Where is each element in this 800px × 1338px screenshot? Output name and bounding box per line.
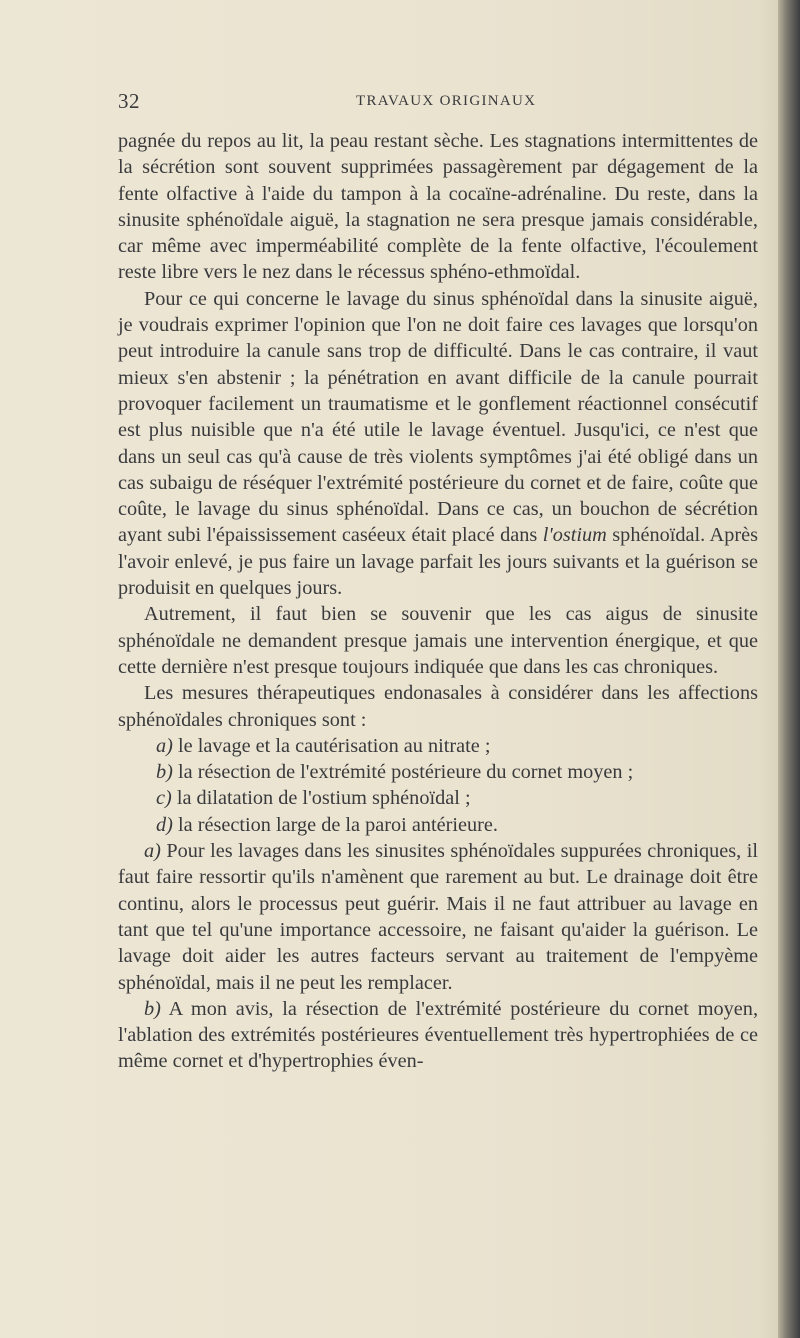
page-header [118,89,758,113]
page-number: 32 [118,89,140,113]
list-item-a [118,733,758,759]
list-item-d [118,812,758,838]
paragraph-b-resection [118,996,758,1075]
list-item-d-text: la résection large de la paroi antérieure. [177,813,498,836]
label-d: d) [156,813,173,836]
list-item-b [118,759,758,785]
list-item-a-text: le lavage et la cautérisation au nitrate ; [177,734,491,757]
ostium-italic: l'ostium [542,524,607,547]
list-item-c [118,785,758,811]
list-item-c-text: la dilatation de l'ostium sphénoïdal ; [176,787,471,810]
paragraph-2 [118,286,758,602]
label-b-2: b) [144,997,161,1020]
paragraph-b-text: A mon avis, la résection de l'extrémité postérieure du cornet moyen, l'ablation des extrémités postérieures éventuellement très hypertrophiées de ce même cornet et d'hypertrophies éven- [118,997,759,1073]
paragraph-2-continued: sphénoïdal. Après l'avoir enlevé, je pus faire un lavage parfait les jours suivants et la guérison se produisit en quelques jours. [118,524,758,600]
paragraph-4: Les mesures thérapeutiques endonasales à considérer dans les affections sphénoïdales chroniques sont : [118,682,758,731]
page-edge-shadow [778,0,800,1338]
list-item-b-text: la résection de l'extrémité postérieure du cornet moyen ; [177,761,634,784]
label-a-2: a) [144,840,161,863]
label-b: b) [156,761,173,784]
paragraph-a-lavages [118,838,758,996]
paragraph-1: pagnée du repos au lit, la peau restant sèche. Les stagnations intermittentes de la sécrétion sont souvent supprimées passagèrement par dégagement de la fente olfactive à l'aide du tampon à la cocaïne-adrénaline. Du reste, dans la sinusite sphénoïdale aiguë, la stagnation ne sera presque jamais considérable, car même avec imperméabilité complète de la fente olfactive, l'écoulement reste libre vers le nez dans le récessus sphéno-ethmoïdal. [118,130,758,284]
running-head: TRAVAUX ORIGINAUX [356,93,537,109]
paragraph-3: Autrement, il faut bien se souvenir que les cas aigus de sinusite sphénoïdale ne demandent presque jamais une intervention énergique, et que cette dernière n'est presque toujours indiquée que dans les cas chroniques. [118,603,758,678]
body-text [118,128,758,1075]
paragraph-a-text: Pour les lavages dans les sinusites sphénoïdales suppurées chroniques, il faut faire ressortir qu'ils n'amènent que rarement au but. Le drainage doit être continu, alors le processus peut guérir. Mais il ne faut attribuer au lavage en tant que tel qu'une importance accessoire, ne faisant qu'aider la guérison. Le lavage doit aider les autres facteurs servant au traitement de l'empyème sphénoïdal, mais il ne peut les remplacer. [118,840,758,994]
label-c: c) [156,787,172,810]
label-a: a) [156,734,173,757]
paragraph-2-text: Pour ce qui concerne le lavage du sinus sphénoïdal dans la sinusite aiguë, je voudrais exprimer l'opinion que l'on ne doit faire ces lavages que lorsqu'on peut introduire la canule sans trop de difficulté. Dans le cas contraire, il vaut mieux s'en abstenir ; la pénétration en avant difficile de la canule pourrait provoquer facilement un traumatisme et le gonflement réactionnel consécutif est plus nuisible que n'a été utile le lavage éventuel. Jusqu'ici, ce n'est que dans un seul cas qu'à cause de très violents symptômes j'ai été obligé dans un cas subaigu de réséquer l'extrémité postérieure du cornet et de faire, coûte que coûte, le lavage du sinus sphénoïdal. Dans ce cas, un bouchon de sécrétion ayant subi l'épaississement caséeux était placé dans [118,287,758,547]
